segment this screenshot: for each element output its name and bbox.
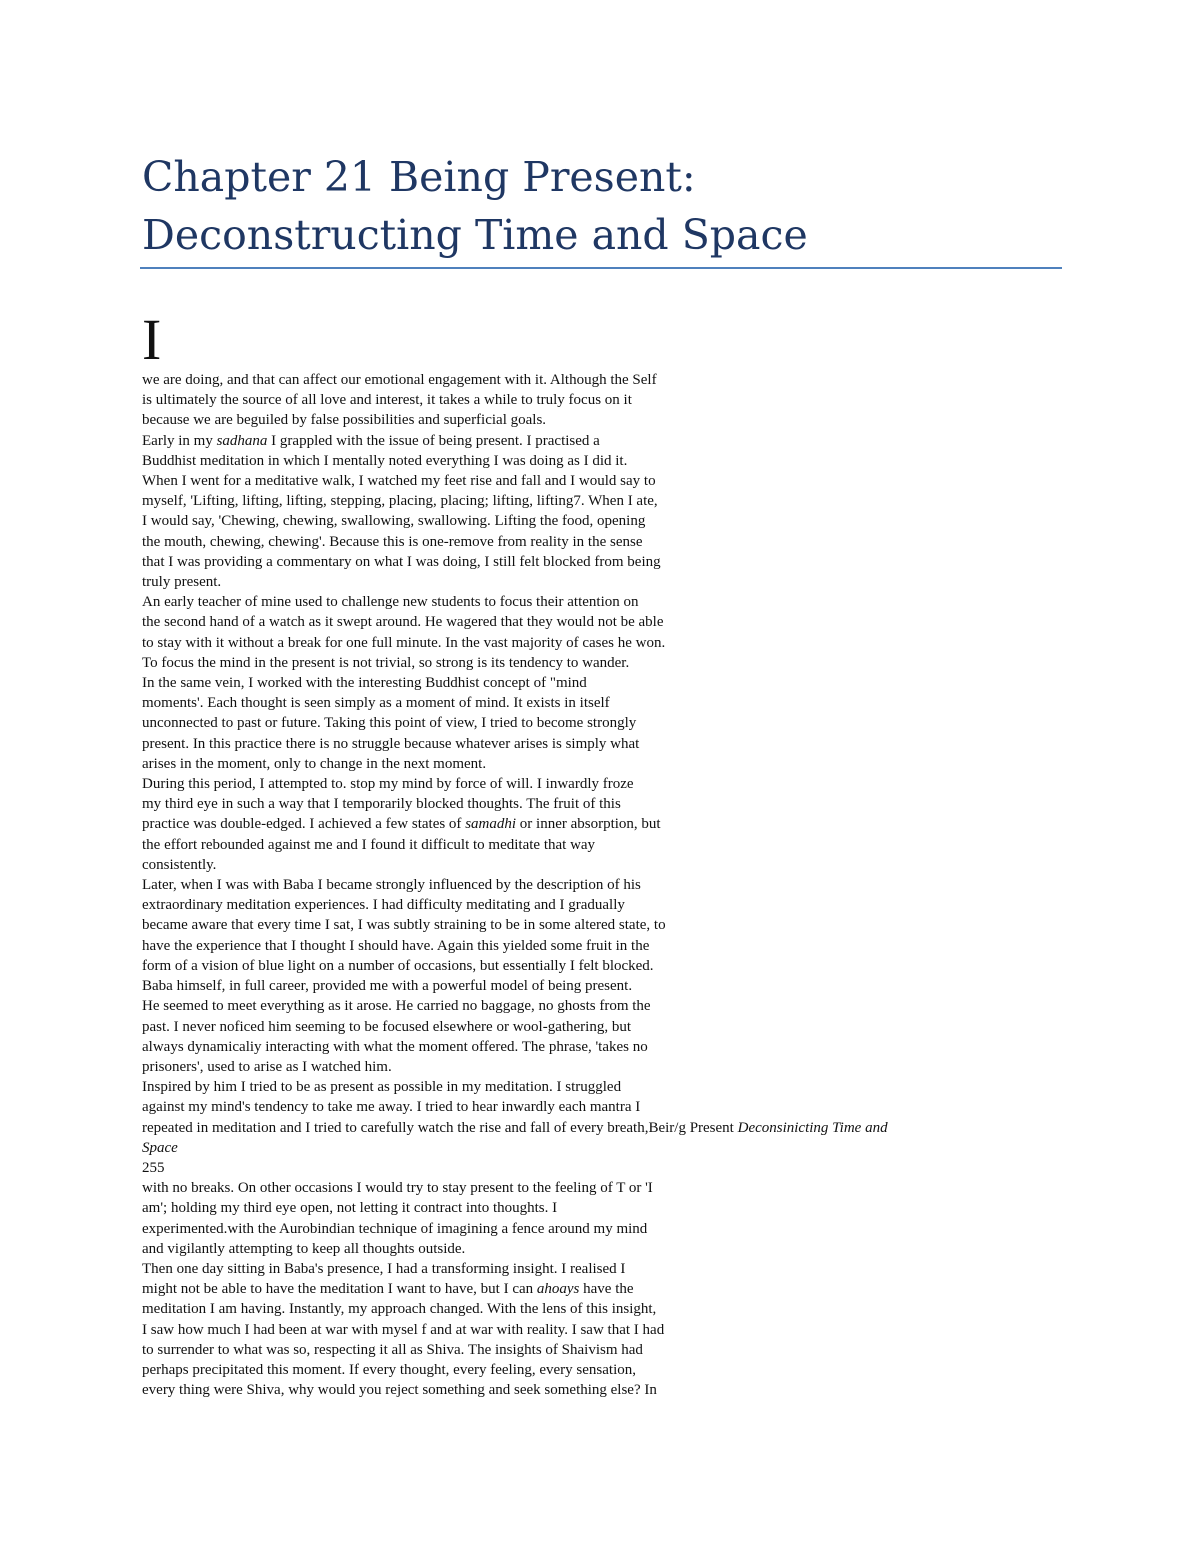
- body-line: truly present.: [142, 574, 222, 591]
- italic-segment: samadhi: [465, 816, 517, 833]
- body-line: unconnected to past or future. Taking this point of view, I tried to become strongly: [142, 715, 637, 732]
- body-line: the effort rebounded against me and I found it difficult to meditate that way: [142, 836, 596, 853]
- body-line: Later, when I was with Baba I became strongly influenced by the description of his: [142, 877, 641, 894]
- body-text: [142, 370, 1042, 1400]
- text-segment: I grappled with the issue of being present. I practised a: [267, 432, 600, 449]
- text-segment: might not be able to have the meditation I want to have, but I can: [142, 1281, 537, 1298]
- body-line: present. In this practice there is no struggle because whatever arises is simply what: [142, 735, 640, 752]
- body-line: to stay with it without a break for one full minute. In the vast majority of cases he won.: [142, 634, 666, 651]
- body-line: During this period, I attempted to. stop my mind by force of will. I inwardly froze: [142, 776, 634, 793]
- body-line: that I was providing a commentary on what I was doing, I still felt blocked from being: [142, 553, 661, 570]
- body-line: Baba himself, in full career, provided me with a powerful model of being present.: [142, 978, 633, 995]
- chapter-title-line-2: Deconstructing Time and Space: [142, 211, 808, 259]
- body-line: Then one day sitting in Baba's presence, I had a transforming insight. I realised I: [142, 1260, 626, 1277]
- body-line: is ultimately the source of all love and interest, it takes a while to truly focus on it: [142, 392, 632, 409]
- body-line: [142, 814, 1042, 834]
- body-line: [142, 1138, 1042, 1158]
- body-line: form of a vision of blue light on a number of occasions, but essentially I felt blocked.: [142, 957, 654, 974]
- italic-segment: sadhana: [216, 432, 268, 449]
- body-line: perhaps precipitated this moment. If every thought, every feeling, every sensation,: [142, 1361, 637, 1378]
- body-line: to surrender to what was so, respecting it all as Shiva. The insights of Shaivism had: [142, 1341, 643, 1358]
- body-line: past. I never noficed him seeming to be focused elsewhere or wool-gathering, but: [142, 1018, 632, 1035]
- body-line: the second hand of a watch as it swept around. He wagered that they would not be able: [142, 614, 664, 631]
- chapter-title: [142, 148, 1082, 264]
- body-line: consistently.: [142, 856, 217, 873]
- italic-segment: Space: [142, 1139, 178, 1156]
- italic-segment: Deconsinicting Time and: [737, 1119, 888, 1136]
- body-line: and vigilantly attempting to keep all thoughts outside.: [142, 1240, 466, 1257]
- body-line: extraordinary meditation experiences. I had difficulty meditating and I gradually: [142, 897, 625, 914]
- body-line: [142, 1279, 1042, 1299]
- body-line: He seemed to meet everything as it arose. He carried no baggage, no ghosts from the: [142, 998, 651, 1015]
- body-line: we are doing, and that can affect our emotional engagement with it. Although the Self: [142, 372, 657, 388]
- text-segment: Early in my: [142, 432, 217, 449]
- body-line: my third eye in such a way that I temporarily blocked thoughts. The fruit of this: [142, 796, 621, 813]
- body-line: became aware that every time I sat, I was subtly straining to be in some altered state, to: [142, 917, 666, 934]
- body-line: every thing were Shiva, why would you reject something and seek something else? In: [142, 1382, 657, 1399]
- body-line: have the experience that I thought I should have. Again this yielded some fruit in the: [142, 937, 650, 954]
- body-line: When I went for a meditative walk, I watched my feet rise and fall and I would say to: [142, 473, 656, 490]
- body-line: Inspired by him I tried to be as present as possible in my meditation. I struggled: [142, 1079, 622, 1096]
- text-segment: have the: [579, 1281, 634, 1298]
- body-line: 255: [142, 1159, 165, 1176]
- text-segment: repeated in meditation and I tried to carefully watch the rise and fall of every breath,Beir/g Present: [142, 1119, 738, 1136]
- body-line: always dynamicaliy interacting with what the moment offered. The phrase, 'takes no: [142, 1038, 648, 1055]
- title-underline-rule: [140, 267, 1062, 269]
- body-line: An early teacher of mine used to challenge new students to focus their attention on: [142, 594, 639, 611]
- body-line: I would say, 'Chewing, chewing, swallowing, swallowing. Lifting the food, opening: [142, 513, 646, 530]
- italic-segment: ahoays: [536, 1281, 580, 1298]
- body-line: Buddhist meditation in which I mentally noted everything I was doing as I did it.: [142, 452, 628, 469]
- text-segment: practice was double-edged. I achieved a few states of: [142, 816, 466, 833]
- body-line: moments'. Each thought is seen simply as a moment of mind. It exists in itself: [142, 695, 610, 712]
- body-line: I saw how much I had been at war with mysel f and at war with reality. I saw that I had: [142, 1321, 665, 1338]
- body-line: because we are beguiled by false possibilities and superficial goals.: [142, 412, 547, 429]
- body-line: In the same vein, I worked with the interesting Buddhist concept of "mind: [142, 675, 587, 692]
- body-line: the mouth, chewing, chewing'. Because this is one-remove from reality in the sense: [142, 533, 643, 550]
- text-segment: or inner absorption, but: [516, 816, 661, 833]
- body-line: arises in the moment, only to change in the next moment.: [142, 755, 487, 772]
- body-line: against my mind's tendency to take me away. I tried to hear inwardly each mantra I: [142, 1099, 641, 1116]
- body-line: prisoners', used to arise as I watched him.: [142, 1058, 392, 1075]
- body-line: [142, 1118, 1042, 1138]
- drop-cap-letter: I: [142, 307, 162, 372]
- body-line: meditation I am having. Instantly, my approach changed. With the lens of this insight,: [142, 1301, 657, 1318]
- body-line: with no breaks. On other occasions I would try to stay present to the feeling of T or 'I: [142, 1180, 653, 1197]
- body-line: To focus the mind in the present is not trivial, so strong is its tendency to wander.: [142, 654, 630, 671]
- body-line: experimented.with the Aurobindian technique of imagining a fence around my mind: [142, 1220, 648, 1237]
- body-line: [142, 431, 1042, 451]
- chapter-title-line-1: Chapter 21 Being Present:: [142, 153, 696, 201]
- body-line: am'; holding my third eye open, not letting it contract into thoughts. I: [142, 1200, 558, 1217]
- body-line: myself, 'Lifting, lifting, lifting, stepping, placing, placing; lifting, lifting7. When I ate,: [142, 493, 658, 510]
